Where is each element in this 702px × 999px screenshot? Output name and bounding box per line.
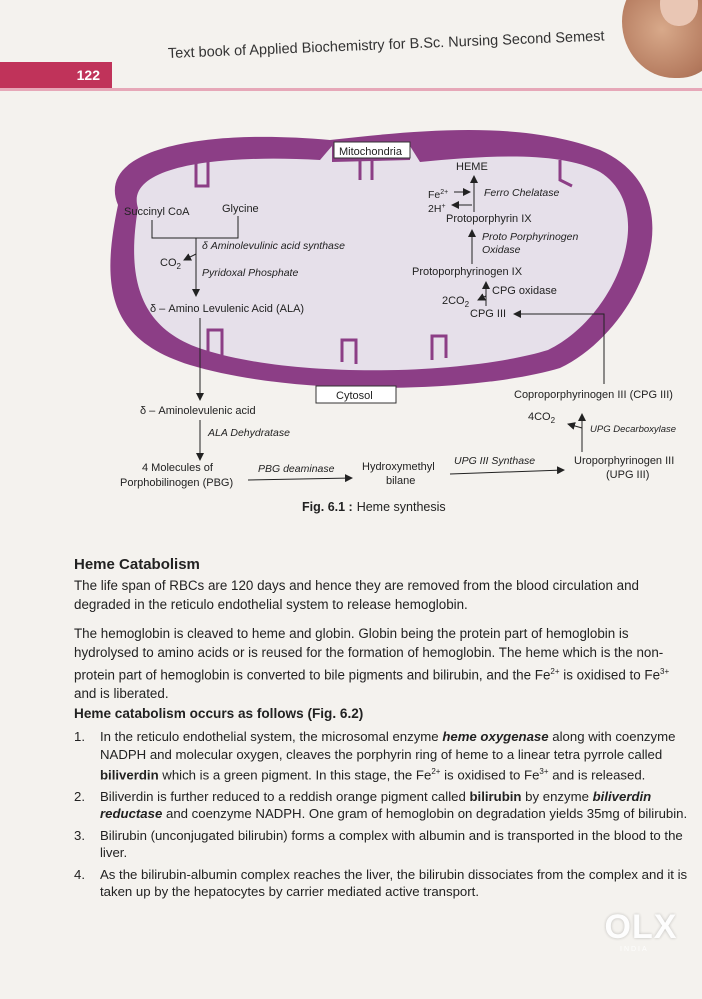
protoporphyrinogen-label: Protoporphyrinogen IX <box>412 266 523 278</box>
heme-label: HEME <box>456 161 488 173</box>
paragraph-1-text: The life span of RBCs are 120 days and hence they are removed from the blood circulation and degraded in the reticulo endothelial system to release hemoglobin. <box>74 578 639 612</box>
protoporphyrin-label: Protoporphyrin IX <box>446 213 532 225</box>
ala-dehydratase-label: ALA Dehydratase <box>208 427 290 439</box>
2co2-label: $2CO_2$ <box>442 295 470 309</box>
list-item: 2. Biliverdin is further reduced to a reddish orange pigment called bilirubin by enzyme biliverdin reductase and coenzyme NADPH. One gram of hemoglobin on degradation yields 35mg of bilirubin. <box>74 788 688 822</box>
mitochondria-label: Mitochondria <box>339 146 402 158</box>
olx-watermark: OLX <box>604 907 678 946</box>
pbg-deaminase-arrow <box>248 478 352 480</box>
cpg3-label: CPG III <box>470 308 507 320</box>
ferro-chelatase-label: Ferro Chelatase <box>484 187 560 199</box>
pbg-label-2: Porphobilinogen (PBG) <box>120 477 234 489</box>
page-number: 122 <box>76 67 100 83</box>
fe-label: $Fe^{2+}$ <box>428 189 449 201</box>
pbg-label-1: 4 Molecules of <box>142 462 213 474</box>
figure-caption: Fig. 6.1 : Heme synthesis <box>302 500 446 514</box>
uroporphyrinogen-label-2: (UPG III) <box>606 469 650 481</box>
ala-mito-label: δ – Amino Levulenic Acid (ALA) <box>150 303 305 315</box>
pyridoxal-label: Pyridoxal Phosphate <box>202 267 299 279</box>
co2-label: $CO_2$ <box>160 257 181 271</box>
list-item: 4. As the bilirubin-albumin complex reaches the liver, the bilirubin dissociates from the complex and it is taken up by the hepatocytes by carrier mediated active transport. <box>74 866 688 900</box>
4co2-arrow <box>568 424 582 428</box>
heme-catabolism-heading: Heme Catabolism <box>74 556 200 573</box>
paragraph-2 <box>74 624 690 703</box>
4co2-label: $4CO_2$ <box>528 411 556 425</box>
book-title: Text book of Applied Biochemistry for B.Sc. Nursing Second Semest <box>167 28 605 62</box>
upg-decarboxylase-label: UPG Decarboxylase <box>590 424 677 435</box>
cytosol-label: Cytosol <box>336 390 373 402</box>
list-item: 3. Bilirubin (unconjugated bilirubin) forms a complex with albumin and is transported in the blood to the liver. <box>74 827 683 861</box>
glycine-label: Glycine <box>222 203 259 215</box>
proto-oxidase-label-1: Proto Porphyrinogen <box>482 231 579 243</box>
hmb-label-1: Hydroxymethyl <box>362 461 435 473</box>
ala-cytosol-label: δ – Aminolevulenic acid <box>140 405 256 417</box>
upg3-synthase-arrow <box>450 470 564 474</box>
olx-watermark-sub: INDIA <box>620 946 649 953</box>
succinyl-coa-label: Succinyl CoA <box>124 206 190 218</box>
paragraph-2-text: The hemoglobin is cleaved to heme and globin. Globin being the protein part of hemoglobin is hydrolysed to amino acids or is reused for the formation of hemoglobin. The heme which is the non-protein part of hemoglobin is converted to bile pigments and bilirubin, and the $Fe^{2+}$ is oxidised to $Fe^{3+}$ and is liberated. <box>74 626 670 702</box>
pbg-deaminase-label: PBG deaminase <box>258 463 335 475</box>
proto-oxidase-label-2: Oxidase <box>482 244 521 256</box>
list-item: 1. In the reticulo endothelial system, the microsomal enzyme heme oxygenase along with coenzyme NADPH and molecular oxygen, cleaves the porphyrin ring of heme to a linear tetra pyrrole called biliverdin which is a green pigment. In this stage, the $Fe^{2+}$ is oxidised to $Fe^{3+}$ and is released. <box>74 729 676 783</box>
uroporphyrinogen-label-1: Uroporphyrinogen III <box>574 455 675 467</box>
paragraph-1 <box>74 576 690 614</box>
ala-synthase-label: δ Aminolevulinic acid synthase <box>202 240 345 252</box>
2h-label: 2H+ <box>428 203 446 215</box>
hmb-label-2: bilane <box>386 475 416 487</box>
catabolism-steps-list <box>74 728 690 905</box>
cpg-oxidase-label: CPG oxidase <box>492 285 557 297</box>
coproporphyrinogen-label: Coproporphyrinogen III (CPG III) <box>514 389 673 401</box>
upg3-synthase-label: UPG III Synthase <box>454 455 536 467</box>
steps-heading: Heme catabolism occurs as follows (Fig. 6.2) <box>74 706 364 721</box>
